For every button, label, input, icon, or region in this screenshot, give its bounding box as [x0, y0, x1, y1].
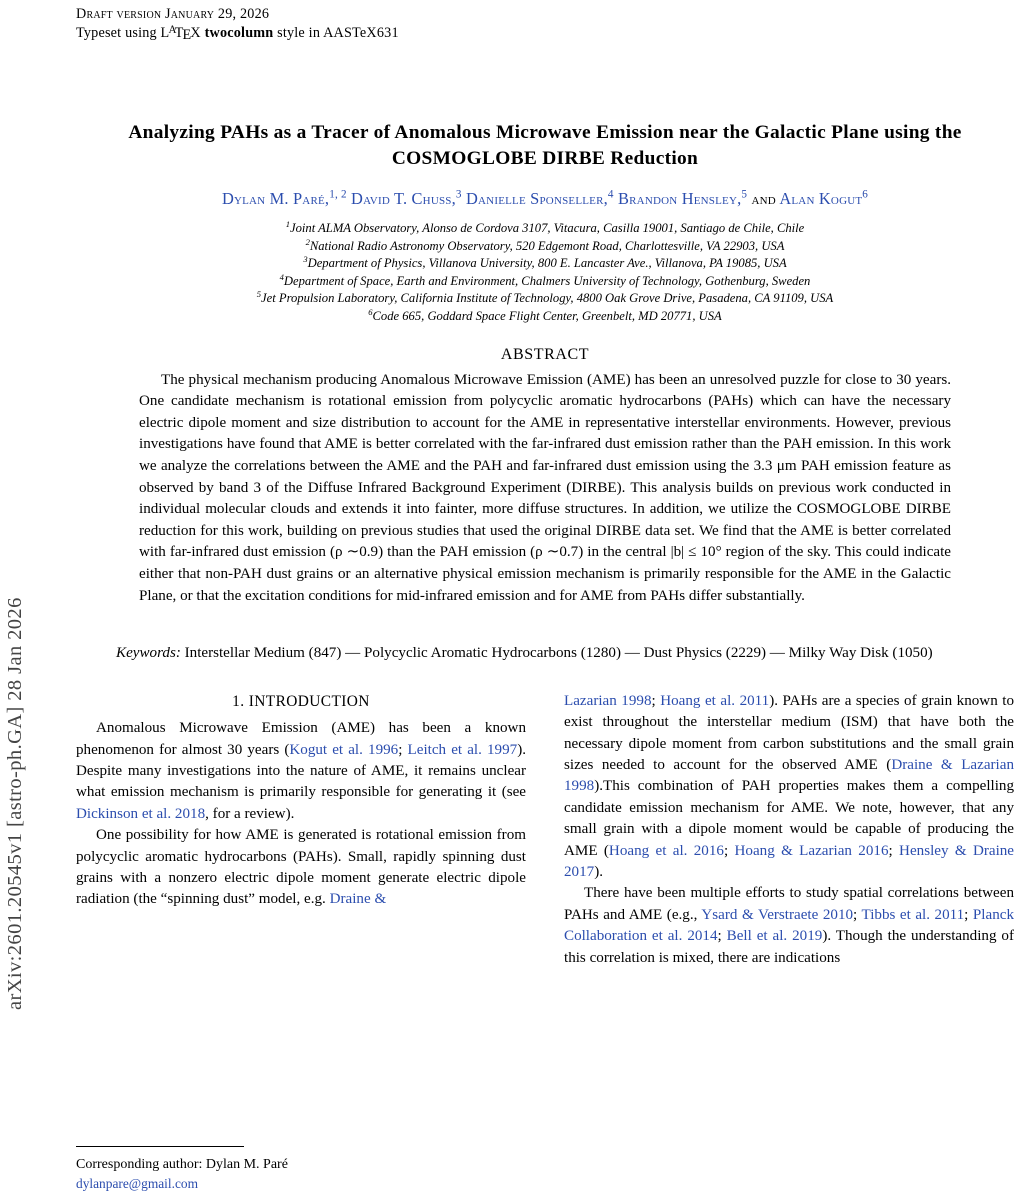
citation-link[interactable]: Kogut et al. 1996 — [289, 741, 399, 758]
author-name: Danielle Sponseller, — [466, 189, 608, 208]
latex-t: T — [174, 25, 184, 41]
draft-version-line — [76, 6, 1014, 23]
affiliation-marker: 5 — [256, 289, 262, 300]
author-entry — [618, 189, 747, 208]
affiliation-text: National Radio Astronomy Observatory, 520 Edgemont Road, Charlottesville, VA 22903, USA — [309, 238, 785, 253]
citation-link[interactable]: Draine & — [329, 891, 387, 908]
paragraph: Anomalous Microwave Emission (AME) has been a known phenomenon for almost 30 years (Kogut et al. 1996; Leitch et al. 1997). Despite many investigations into the nature of AME, it remains unclear what emission mechanism is primarily responsible for generating it (see Dickinson et al. 2018, for a review). — [76, 720, 526, 822]
latex-a: A — [168, 24, 177, 37]
citation-link[interactable]: Ysard & Verstraete 2010 — [701, 906, 854, 923]
citation-link[interactable]: Hoang et al. 2011 — [660, 692, 770, 709]
author-name: Brandon Hensley, — [618, 189, 742, 208]
affiliation-item — [76, 220, 1014, 238]
keywords-label: Keywords: — [116, 645, 181, 662]
author-affil-marker: 1, 2 — [329, 188, 347, 201]
author-affil-marker: 6 — [862, 188, 869, 201]
section-heading-introduction: 1. INTRODUCTION — [232, 692, 370, 710]
affiliation-text: Department of Space, Earth and Environment, Chalmers University of Technology, Gothenburg, Sweden — [283, 273, 811, 288]
affiliation-item — [76, 308, 1014, 326]
author-entry — [222, 189, 347, 208]
arxiv-identifier-stamp: arXiv:2601.20545v1 [astro-ph.GA] 28 Jan 2026 — [4, 597, 26, 1010]
citation-link[interactable]: Hensley & Draine 2017 — [564, 842, 1014, 880]
paragraph: Lazarian 1998; Hoang et al. 2011). PAHs are a species of grain known to exist throughout the interstellar medium (ISM) that have both the necessary dipole moment from carbon substitutions and the small grain sizes needed to account for the observed AME (Draine & Lazarian 1998).This combination of PAH properties makes them a compelling candidate emission mechanism for AME. We note, however, that any small grain with a dipole moment would be capable of producing the AME (Hoang et al. 2016; Hoang & Lazarian 2016; Hensley & Draine 2017). — [564, 692, 1014, 880]
paragraph: There have been multiple efforts to study spatial correlations between PAHs and AME (e.g., Ysard & Verstraete 2010; Tibbs et al. 2011; Planck Collaboration et al. 2014; Bell et al. 2019). Though the understanding of this correlation is mixed, there are indications — [564, 885, 1014, 966]
page-title: Analyzing PAHs as a Tracer of Anomalous Microwave Emission near the Galactic Plane using the COSMOGLOBE DIRBE Reduction — [128, 122, 962, 169]
author-name: David T. Chuss, — [351, 189, 456, 208]
citation-link[interactable]: Hoang et al. 2016 — [608, 842, 724, 859]
latex-e: E — [182, 27, 192, 43]
affiliation-marker: 6 — [368, 306, 373, 317]
corresponding-author-text: Corresponding author: Dylan M. Paré — [76, 1157, 288, 1172]
typeset-style-name: twocolumn — [204, 25, 274, 41]
affiliation-text: Jet Propulsion Laboratory, California Institute of Technology, 4800 Oak Grove Drive, Pasadena, CA 91109, USA — [261, 291, 834, 306]
column-left — [76, 691, 526, 911]
author-name: Dylan M. Paré, — [221, 189, 330, 208]
draft-version-text: Draft version January 29, 2026 — [76, 6, 270, 22]
affiliation-marker: 2 — [305, 236, 310, 247]
author-list — [76, 188, 1014, 210]
affiliation-item — [76, 255, 1014, 273]
abstract-text: The physical mechanism producing Anomalous Microwave Emission (AME) has been an unresolved puzzle for close to 30 years. One candidate mechanism is rotational emission from polycyclic aromatic hydrocarbons (PAHs) which can have the necessary electric dipole moment and size distribution to account for the AME in representative interstellar environments. However, previous investigations have found that AME is better correlated with the far-infrared dust emission rather than the PAH emission. In this work we analyze the correlations between the AME and the PAH and far-infrared dust emission using the 3.3 μm PAH emission feature as observed by band 3 of the Diffuse Infrared Background Experiment (DIRBE). This analysis builds on previous work conducted in individual molecular clouds and extends it into fainter, more diffuse structures. In addition, we utilize the COSMOGLOBE DIRBE reduction for this work, building on previous studies that used the original DIRBE data set. We find that the AME is better correlated with far-infrared dust emission (ρ ∼0.9) than the PAH emission (ρ ∼0.7) in the central |b| ≤ 10° region of the sky. This could indicate either that non-PAH dust grains or an alternative physical emission mechanism is primarily responsible for the AME in the Galactic Plane, or that the excitation conditions for mid-infrared emission and for AME from PAHs differ substantially. — [139, 371, 951, 604]
typeset-line — [76, 25, 1014, 42]
citation-link[interactable]: Draine & Lazarian 1998 — [564, 756, 1014, 795]
citation-link[interactable]: Bell et al. 2019 — [726, 928, 823, 945]
author-name: Alan Kogut — [779, 189, 863, 208]
column-right — [564, 691, 1014, 969]
affiliation-item — [76, 273, 1014, 291]
typeset-suffix: style in AASTeX631 — [273, 25, 399, 41]
author-conjunction: and — [751, 189, 776, 208]
affiliation-text: Joint ALMA Observatory, Alonso de Cordova 3107, Vitacura, Casilla 19001, Santiago de Chile, Chile — [290, 221, 805, 235]
typeset-prefix: Typeset using L — [76, 25, 170, 41]
author-entry — [351, 189, 462, 208]
author-affil-marker: 4 — [607, 188, 614, 201]
corresponding-author-email[interactable]: dylanpare@gmail.com — [76, 1176, 199, 1191]
paper-content — [76, 0, 1014, 1021]
citation-link[interactable]: Lazarian 1998 — [564, 692, 652, 709]
author-affil-marker: 3 — [455, 188, 462, 201]
citation-link[interactable]: Leitch et al. 1997 — [407, 741, 518, 758]
citation-link[interactable]: Dickinson et al. 2018 — [76, 805, 206, 822]
citation-link[interactable]: Planck Collaboration et al. 2014 — [564, 906, 1014, 945]
author-entry — [779, 189, 868, 208]
affiliation-text: Code 665, Goddard Space Flight Center, Greenbelt, MD 20771, USA — [372, 308, 722, 323]
affiliation-list — [76, 220, 1014, 326]
abstract-heading: ABSTRACT — [500, 345, 590, 363]
body-columns — [76, 691, 1014, 1021]
keywords-line — [116, 643, 974, 665]
affiliation-item — [76, 238, 1014, 256]
affiliation-item — [76, 290, 1014, 308]
latex-x: X — [190, 25, 205, 41]
paragraph: One possibility for how AME is generated is rotational emission from polycyclic aromatic hydrocarbons (PAHs). Small, rapidly spinning dust grains with a nonzero electric dipole moment generate electric dipole radiation (the “spinning dust” model, e.g. Draine & — [76, 827, 526, 908]
footer-corresponding-author — [76, 1146, 526, 1193]
author-affil-marker: 5 — [741, 188, 748, 201]
citation-link[interactable]: Hoang & Lazarian 2016 — [734, 842, 889, 859]
affiliation-text: Department of Physics, Villanova University, 800 E. Lancaster Ave., Villanova, PA 19085, USA — [307, 256, 787, 271]
affiliation-marker: 3 — [303, 254, 308, 264]
keywords-text: Interstellar Medium (847) — Polycyclic Aromatic Hydrocarbons (1280) — Dust Physics (2229) — Milky Way Disk (1050) — [180, 645, 933, 662]
author-entry — [466, 189, 614, 208]
affiliation-marker: 1 — [285, 218, 291, 229]
citation-link[interactable]: Tibbs et al. 2011 — [861, 906, 965, 923]
affiliation-marker: 4 — [279, 271, 284, 282]
footer-divider — [76, 1146, 244, 1147]
